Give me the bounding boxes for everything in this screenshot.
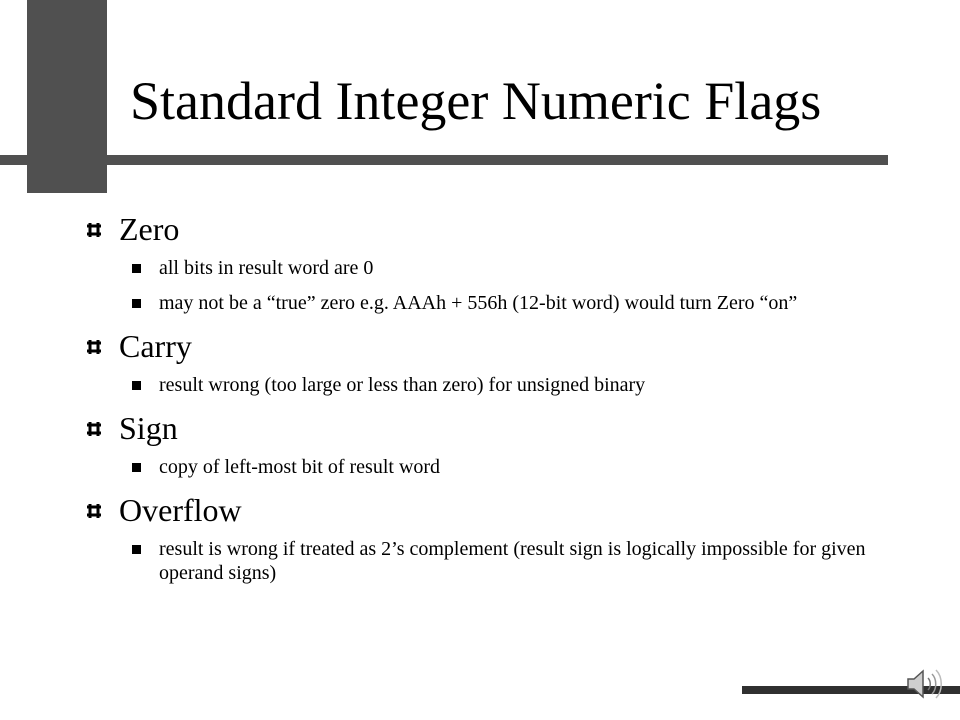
square-bullet-icon bbox=[132, 264, 141, 273]
section-sign bbox=[86, 409, 916, 479]
section-heading: Overflow bbox=[119, 492, 242, 528]
section-carry bbox=[86, 327, 916, 397]
bullet-list bbox=[86, 210, 916, 585]
list-item: may not be a “true” zero e.g. AAAh + 556h (12-bit word) would turn Zero “on” bbox=[132, 291, 916, 315]
square-bullet-icon bbox=[132, 381, 141, 390]
title-underline-rule bbox=[0, 155, 888, 165]
section-zero bbox=[86, 210, 916, 315]
list-item: result is wrong if treated as 2’s complement (result sign is logically impossible for given operand signs) bbox=[132, 537, 916, 585]
square-bullet-icon bbox=[132, 299, 141, 308]
hash-bullet-icon bbox=[86, 421, 102, 437]
hash-bullet-icon bbox=[86, 503, 102, 519]
speaker-icon[interactable] bbox=[905, 667, 945, 701]
slide-title: Standard Integer Numeric Flags bbox=[130, 71, 822, 131]
section-overflow bbox=[86, 491, 916, 585]
square-bullet-icon bbox=[132, 463, 141, 472]
hash-bullet-icon bbox=[86, 339, 102, 355]
list-item: copy of left-most bit of result word bbox=[132, 455, 916, 479]
section-heading: Sign bbox=[119, 410, 178, 446]
hash-bullet-icon bbox=[86, 222, 102, 238]
section-heading: Carry bbox=[119, 328, 192, 364]
section-heading: Zero bbox=[119, 211, 180, 247]
square-bullet-icon bbox=[132, 545, 141, 554]
list-item: result wrong (too large or less than zero) for unsigned binary bbox=[132, 373, 916, 397]
list-item: all bits in result word are 0 bbox=[132, 256, 916, 280]
